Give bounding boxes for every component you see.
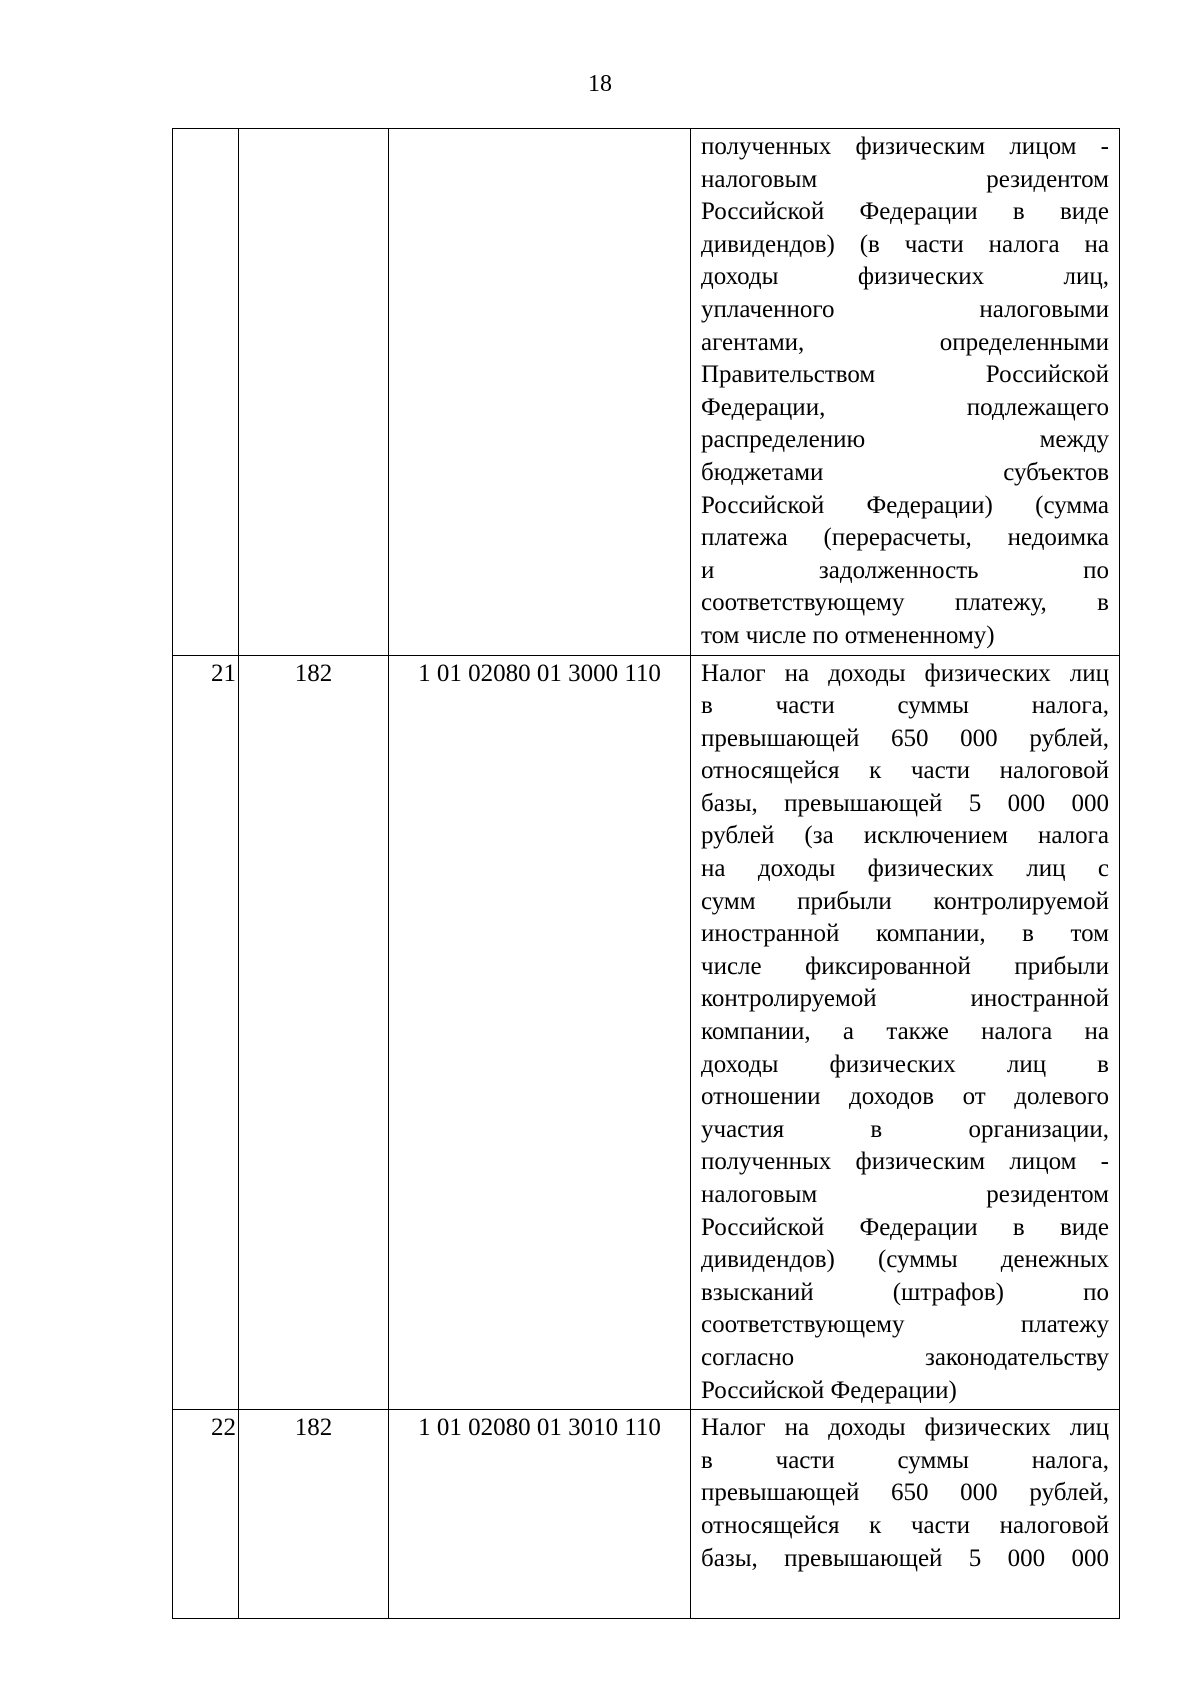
- description-line: дивидендов) (в части налога на: [701, 230, 1109, 258]
- description-line: превышающей 650 000 рублей,: [701, 1479, 1109, 1507]
- description-line: платежа (перерасчеты, недоимка: [701, 524, 1109, 552]
- description-line: агентами, определенными: [701, 328, 1109, 356]
- row-number-cell: [173, 129, 239, 656]
- description-line: взысканий (штрафов) по: [701, 1278, 1109, 1306]
- row-number-cell: 21: [173, 655, 239, 1410]
- description-line: соответствующему платежу, в: [701, 589, 1109, 617]
- description-line: рублей (за исключением налога: [701, 822, 1109, 850]
- description-line: полученных физическим лицом -: [701, 133, 1109, 160]
- description-line: налоговым резидентом: [701, 165, 1109, 193]
- description-line: участия в организации,: [701, 1115, 1109, 1143]
- budget-classification-code-cell: [389, 129, 691, 656]
- description-line: относящейся к части налоговой: [701, 1511, 1109, 1539]
- row-number-cell: 22: [173, 1410, 239, 1619]
- description-line: Правительством Российской: [701, 361, 1109, 389]
- description-line: согласно законодательству: [701, 1343, 1109, 1371]
- description-line: сумм прибыли контролируемой: [701, 887, 1109, 915]
- description-line: Российской Федерации) (сумма: [701, 491, 1109, 519]
- description-line: полученных физическим лицом -: [701, 1148, 1109, 1176]
- description-line: отношении доходов от долевого: [701, 1083, 1109, 1111]
- description-line: на доходы физических лиц с: [701, 855, 1109, 883]
- table-row: [173, 1410, 1120, 1619]
- income-description-cell: [691, 1410, 1120, 1619]
- description-line: компании, а также налога на: [701, 1018, 1109, 1046]
- description-line: распределению между: [701, 426, 1109, 454]
- description-line: Российской Федерации в виде: [701, 198, 1109, 226]
- description-line: доходы физических лиц в: [701, 1050, 1109, 1078]
- description-line: Российской Федерации в виде: [701, 1213, 1109, 1241]
- description-line: Налог на доходы физических лиц: [701, 1414, 1109, 1442]
- description-line: Российской Федерации): [701, 1376, 957, 1404]
- administrator-code-cell: 182: [239, 655, 389, 1410]
- budget-classification-code-cell: 1 01 02080 01 3000 110: [389, 655, 691, 1410]
- description-line: базы, превышающей 5 000 000: [701, 1544, 1109, 1572]
- description-line: в части суммы налога,: [701, 1446, 1109, 1474]
- description-line: налоговым резидентом: [701, 1181, 1109, 1208]
- description-line: числе фиксированной прибыли: [701, 952, 1109, 980]
- description-line: относящейся к части налоговой: [701, 757, 1109, 785]
- table-body: [173, 129, 1120, 1619]
- description-line: дивидендов) (суммы денежных: [701, 1246, 1109, 1274]
- description-line: соответствующему платежу: [701, 1311, 1109, 1339]
- description-line: уплаченного налоговыми: [701, 295, 1109, 323]
- description-line: Федерации, подлежащего: [701, 393, 1109, 421]
- budget-classification-code-cell: 1 01 02080 01 3010 110: [389, 1410, 691, 1619]
- administrator-code-cell: [239, 129, 389, 656]
- income-description-cell: [691, 655, 1120, 1410]
- description-line: иностранной компании, в том: [701, 920, 1109, 948]
- description-line: в части суммы налога,: [701, 692, 1109, 720]
- description-line: том числе по отмененному): [701, 621, 995, 649]
- income-description-cell: [691, 129, 1120, 656]
- description-line: превышающей 650 000 рублей,: [701, 724, 1109, 752]
- description-line: базы, превышающей 5 000 000: [701, 789, 1109, 817]
- page-number: 18: [588, 71, 612, 97]
- description-line: и задолженность по: [701, 556, 1109, 584]
- budget-code-table: [172, 128, 1120, 1619]
- description-line: Налог на доходы физических лиц: [701, 659, 1109, 687]
- description-line: доходы физических лиц,: [701, 263, 1109, 291]
- description-line: контролируемой иностранной: [701, 985, 1109, 1013]
- table-row: [173, 655, 1120, 1410]
- table-row: [173, 129, 1120, 656]
- administrator-code-cell: 182: [239, 1410, 389, 1619]
- description-line: бюджетами субъектов: [701, 458, 1109, 486]
